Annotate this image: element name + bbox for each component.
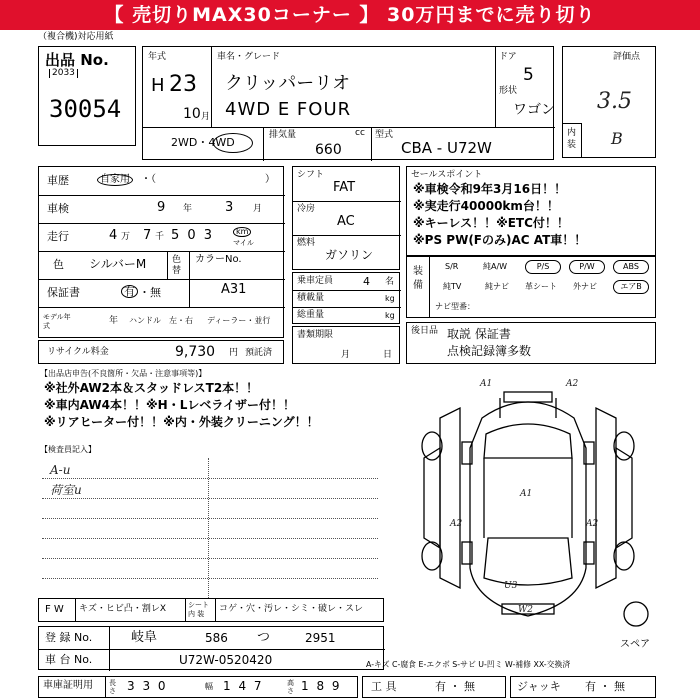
docs-day-unit: 日 xyxy=(383,350,393,360)
inspector-hand2: 荷室u xyxy=(50,483,82,497)
damage-mark: W2 xyxy=(518,605,533,615)
reg-number: 2951 xyxy=(305,631,336,645)
equip-navi: 純ナビ xyxy=(485,282,509,291)
reg-kana: つ xyxy=(257,630,271,645)
car-diagram xyxy=(400,378,656,628)
note-line: ※リアヒーター付！！※内・外装クリーニング！！ xyxy=(44,415,319,429)
vehicle-name: クリッパーリオ xyxy=(225,73,351,94)
shift-label: シフト xyxy=(297,170,325,180)
equip-sr: S/R xyxy=(445,262,459,271)
color-no-value: A31 xyxy=(221,282,247,297)
sales-points-box xyxy=(406,166,656,256)
mileage-man-unit: 万 xyxy=(121,232,131,242)
docs-unit: 月 xyxy=(341,350,351,360)
grade-box xyxy=(562,46,656,158)
lot-stamp: 2033 xyxy=(49,69,78,78)
recycle-note: 預託済 xyxy=(245,348,273,358)
jack-value: 有 ・ 無 xyxy=(585,680,625,693)
equip-ps: P/S xyxy=(525,260,561,274)
note-line: ※社外AW2本＆スタッドレスT2本！！ xyxy=(44,381,259,395)
handle-value: 左・右 xyxy=(169,316,193,325)
shift-value: FAT xyxy=(333,180,356,195)
sheet-label: シート内 装 xyxy=(188,601,209,618)
model-year-unit: 年 xyxy=(109,316,119,326)
after-sale-box xyxy=(406,322,656,364)
jack-label: ジャッキ xyxy=(517,680,561,693)
tools-value: 有 ・ 無 xyxy=(435,680,475,693)
inspector-header: 【検査員記入】 xyxy=(40,445,96,454)
ac-value: AC xyxy=(337,214,355,229)
damage-legend: A-キズ C-腐食 E-エクボ S-サビ U-凹ミ W-補修 XX-交換済 xyxy=(366,660,571,669)
vehicle-grade: 4WD E FOUR xyxy=(225,99,352,120)
docs-label: 書類期限 xyxy=(297,330,334,340)
inspection-year: 9 xyxy=(157,200,166,215)
chassis-value: U72W-0520420 xyxy=(179,653,273,667)
color-change-label: 色替 xyxy=(172,255,182,276)
history-close: ） xyxy=(265,174,275,185)
cert-nagasa-label: 長さ xyxy=(109,679,116,695)
equip-airbag: エアB xyxy=(613,280,649,294)
damage-mark: A2 xyxy=(586,519,599,529)
equip-leather: 革シート xyxy=(525,282,557,291)
month-unit: 月 xyxy=(201,112,211,122)
tools-box xyxy=(362,676,506,698)
sales-point-item: ※キーレス！！※ETC付！！ xyxy=(413,216,569,230)
equipment-box xyxy=(406,256,656,318)
equip-tv: 純TV xyxy=(443,282,462,291)
cert-haba-label: 幅 xyxy=(205,682,213,691)
history-paren: ・（ xyxy=(141,174,156,185)
mileage-unit2: マイル xyxy=(233,239,254,247)
notes-header: 【出品店申告(不良箇所・欠品・注意事項等)】 xyxy=(40,369,207,378)
mileage-unit: km xyxy=(233,227,251,237)
capacity-unit: 名 xyxy=(385,277,395,287)
cert-label: 車庫証明用 xyxy=(43,680,93,691)
warranty-yes: 有 xyxy=(121,285,138,298)
chassis-label: 車 台 No. xyxy=(45,653,93,666)
warranty-label: 保証書 xyxy=(47,286,80,299)
load-unit: kg xyxy=(385,294,395,303)
mileage-label: 走行 xyxy=(47,230,69,243)
year-era: H xyxy=(151,75,165,96)
lot-label: 出品 No. xyxy=(45,51,109,69)
color-no-label: カラーNo. xyxy=(195,254,242,265)
inspection-month-unit: 月 xyxy=(253,204,263,214)
fuel-value: ガソリン xyxy=(325,248,374,262)
capacity-box xyxy=(292,272,400,324)
note-line: ※車内AW4本！！※H・Lレベライザー付！！ xyxy=(44,398,295,412)
cert-takasa: 1 8 9 xyxy=(301,679,342,693)
sales-point-item: ※車検令和9年3月16日！！ xyxy=(413,182,567,196)
banner-text: 【 売切りMAX30コーナー 】 30万円までに売り切り xyxy=(104,4,596,26)
displacement-value: 660 xyxy=(315,142,342,158)
after-sale-line1: 取説 保証書 xyxy=(447,327,511,341)
handle-label: ハンドル xyxy=(129,316,161,325)
top-note: （複合機)対応用紙 xyxy=(38,32,114,42)
door-value: 5 xyxy=(523,65,534,85)
after-sale-label: 後日品 xyxy=(411,326,439,336)
drive-options: 2WD・4WD xyxy=(171,136,235,149)
spare-label: スペア xyxy=(620,639,650,650)
cert-haba: 1 4 7 xyxy=(223,679,264,693)
warranty-no: ・無 xyxy=(139,286,161,299)
capacity-label: 乗車定員 xyxy=(297,276,334,286)
history-value: 自家用 xyxy=(97,174,133,186)
drive-circle xyxy=(213,133,253,153)
model-label: 型式 xyxy=(375,130,394,140)
inspection-year-unit: 年 xyxy=(183,204,193,214)
banner xyxy=(0,0,700,30)
sales-point-item: ※PS PW(Fのみ)AC AT車！！ xyxy=(413,233,587,247)
damage-mark: A1 xyxy=(480,379,493,389)
lot-number: 30054 xyxy=(49,95,122,123)
year-label: 年式 xyxy=(148,52,167,62)
fw-box xyxy=(38,598,384,622)
gross-label: 総重量 xyxy=(297,310,325,320)
color-value: シルバーM xyxy=(89,257,147,271)
mileage-man: 4 xyxy=(109,228,118,243)
vehicle-box xyxy=(142,46,554,160)
fw-label: F W xyxy=(45,604,64,615)
navi-label: ナビ型番： xyxy=(435,302,475,311)
cert-nagasa: 3 3 0 xyxy=(127,679,168,693)
mileage-rest: 5 0 3 xyxy=(171,228,215,243)
damage-mark: A2 xyxy=(566,379,579,389)
sheet-text: コゲ・穴・汚レ・シミ・破レ・スレ xyxy=(219,604,364,614)
cert-box xyxy=(38,676,358,698)
history-box xyxy=(38,166,284,338)
after-sale-line2: 点検記録簿多数 xyxy=(447,344,532,358)
sales-points-label: セールスポイント xyxy=(411,170,483,180)
ac-label: 冷房 xyxy=(297,204,316,214)
displacement-label: 排気量 xyxy=(269,130,297,140)
recycle-label: リサイクル料金 xyxy=(47,347,109,357)
gross-unit: kg xyxy=(385,311,395,320)
damage-mark: A1 xyxy=(520,489,533,499)
equip-abs: ABS xyxy=(613,260,649,274)
inspector-hand1: A-u xyxy=(50,463,71,477)
equipment-label: 装備 xyxy=(413,266,423,291)
docs-box xyxy=(292,326,400,364)
model-value: CBA - U72W xyxy=(401,139,492,157)
recycle-amount: 9,730 xyxy=(175,344,216,360)
recycle-box xyxy=(38,340,284,364)
mileage-sen-unit: 千 xyxy=(155,232,165,242)
grade-score: 3.5 xyxy=(597,89,632,114)
grade-label: 評価点 xyxy=(613,52,641,62)
jack-box xyxy=(510,676,656,698)
equip-pw: P/W xyxy=(569,260,605,274)
displacement-unit: cc xyxy=(355,128,365,138)
tools-label: 工 具 xyxy=(371,680,397,693)
year-value: 23 xyxy=(169,72,197,97)
model-year-label: モデル年式 xyxy=(43,313,71,330)
reg-class: 586 xyxy=(205,631,228,645)
cert-takasa-label: 高さ xyxy=(287,679,294,695)
month-value: 10 xyxy=(183,106,201,122)
dealer-label: ディーラー・並行 xyxy=(207,316,271,325)
reg-box xyxy=(38,626,384,670)
capacity-value: 4 xyxy=(363,275,370,288)
inspection-month: 3 xyxy=(225,200,234,215)
recycle-unit: 円 xyxy=(229,348,239,358)
shape-value: ワゴン xyxy=(513,102,555,118)
reg-place: 岐阜 xyxy=(131,630,158,645)
damage-mark: A2 xyxy=(450,519,463,529)
door-label: ドア xyxy=(499,52,517,62)
interior-label: 内装 xyxy=(567,128,577,150)
shape-label: 形状 xyxy=(499,86,518,96)
load-label: 積載量 xyxy=(297,293,325,303)
mileage-sen: 7 xyxy=(143,228,152,243)
fw-text: キズ・ヒビ凸・割レX xyxy=(79,604,166,614)
inspection-label: 車検 xyxy=(47,202,69,215)
equip-ext-navi: 外ナビ xyxy=(573,282,597,291)
lot-box xyxy=(38,46,136,146)
damage-mark: U3 xyxy=(504,581,518,591)
equip-aw: 純A/W xyxy=(483,262,508,271)
color-label: 色 xyxy=(53,258,64,271)
interior-value: B xyxy=(611,129,623,148)
name-label: 車名・グレード xyxy=(217,52,281,62)
reg-label: 登 録 No. xyxy=(45,631,93,644)
fuel-label: 燃料 xyxy=(297,238,316,248)
history-label: 車歴 xyxy=(47,174,69,187)
specs-box xyxy=(292,166,400,270)
sales-point-item: ※実走行40000km台！！ xyxy=(413,199,559,213)
